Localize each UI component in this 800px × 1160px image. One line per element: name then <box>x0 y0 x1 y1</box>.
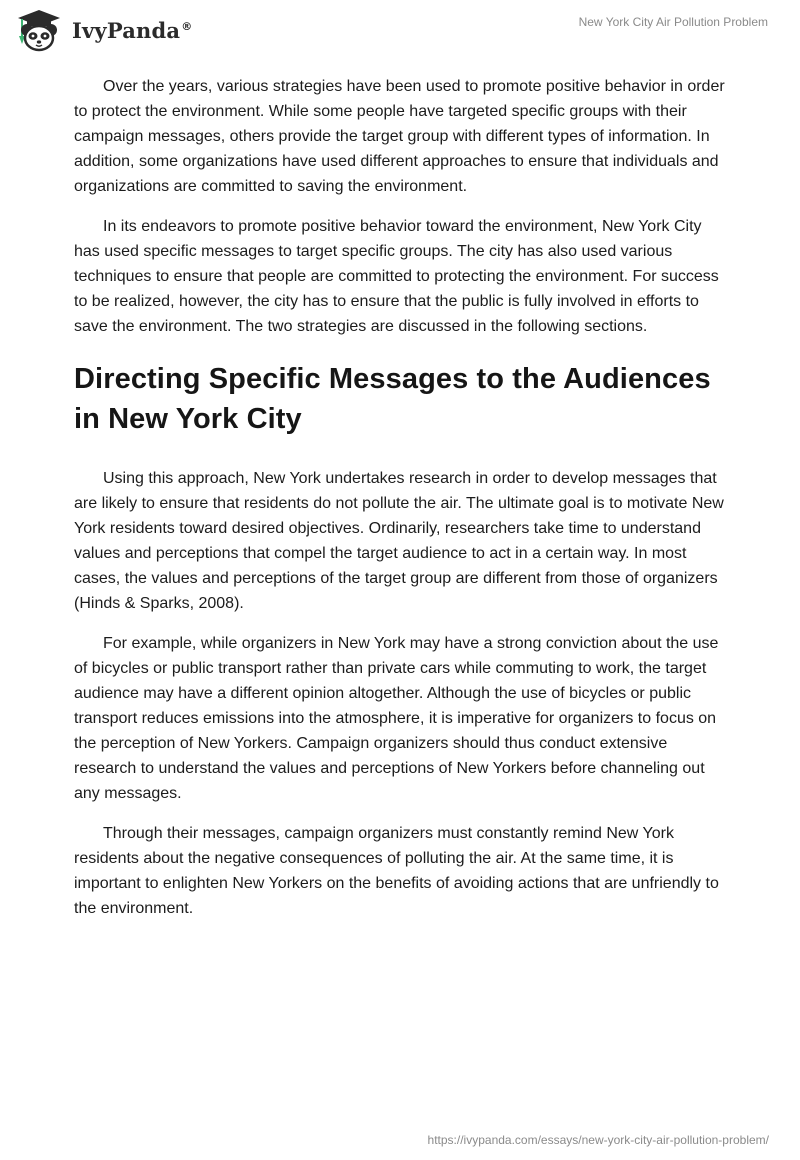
section-heading: Directing Specific Messages to the Audiences in New York City <box>74 363 711 435</box>
brand-name: IvyPanda® <box>72 17 193 43</box>
paragraph-section-2: For example, while organizers in New York may have a strong conviction about the use of bicycles or public transport rather than private cars while commuting to work, the target audience may have a different opinion altogether. Although the use of bicycles or public transport reduces emissions into the atmosphere, it is imperative for organizers to focus on the perception of New Yorkers. Campaign organizers should thus conduct extensive research to understand the values and perceptions of New Yorkers before channeling out any messages. <box>74 635 719 802</box>
paragraph-section-1: Using this approach, New York undertakes research in order to develop messages that are likely to ensure that residents do not pollute the air. The ultimate goal is to motivate New York residents toward desired objectives. Ordinarily, researchers take time to understand values and perceptions that compel the target audience to act in a certain way. In most cases, the values and perceptions of the target group are different from those of organizers (Hinds & Sparks, 2008). <box>74 470 724 612</box>
brand-logo[interactable] <box>16 8 192 52</box>
registered-mark: ® <box>181 19 193 33</box>
document-title: New York City Air Pollution Problem <box>578 15 768 29</box>
source-url[interactable]: https://ivypanda.com/essays/new-york-city-air-pollution-problem/ <box>427 1133 769 1147</box>
article-body <box>74 74 726 936</box>
paragraph-intro-2: In its endeavors to promote positive behavior toward the environment, New York City has used specific messages to target specific groups. The city has also used various techniques to ensure that people are committed to protecting the environment. For success to be realized, however, the city has to ensure that the public is fully involved in efforts to save the environment. The two strategies are discussed in the following sections. <box>74 218 719 335</box>
panda-graduate-icon <box>16 8 62 52</box>
paragraph-intro-1: Over the years, various strategies have been used to promote positive behavior in order to protect the environment. While some people have targeted specific groups with their campaign messages, others provide the target group with different types of information. In addition, some organizations have used different approaches to ensure that individuals and organizations are committed to saving the environment. <box>74 78 725 195</box>
paragraph-section-3: Through their messages, campaign organizers must constantly remind New York residents about the negative consequences of polluting the air. At the same time, it is important to enlighten New Yorkers on the benefits of avoiding actions that are unfriendly to the environment. <box>74 825 719 917</box>
